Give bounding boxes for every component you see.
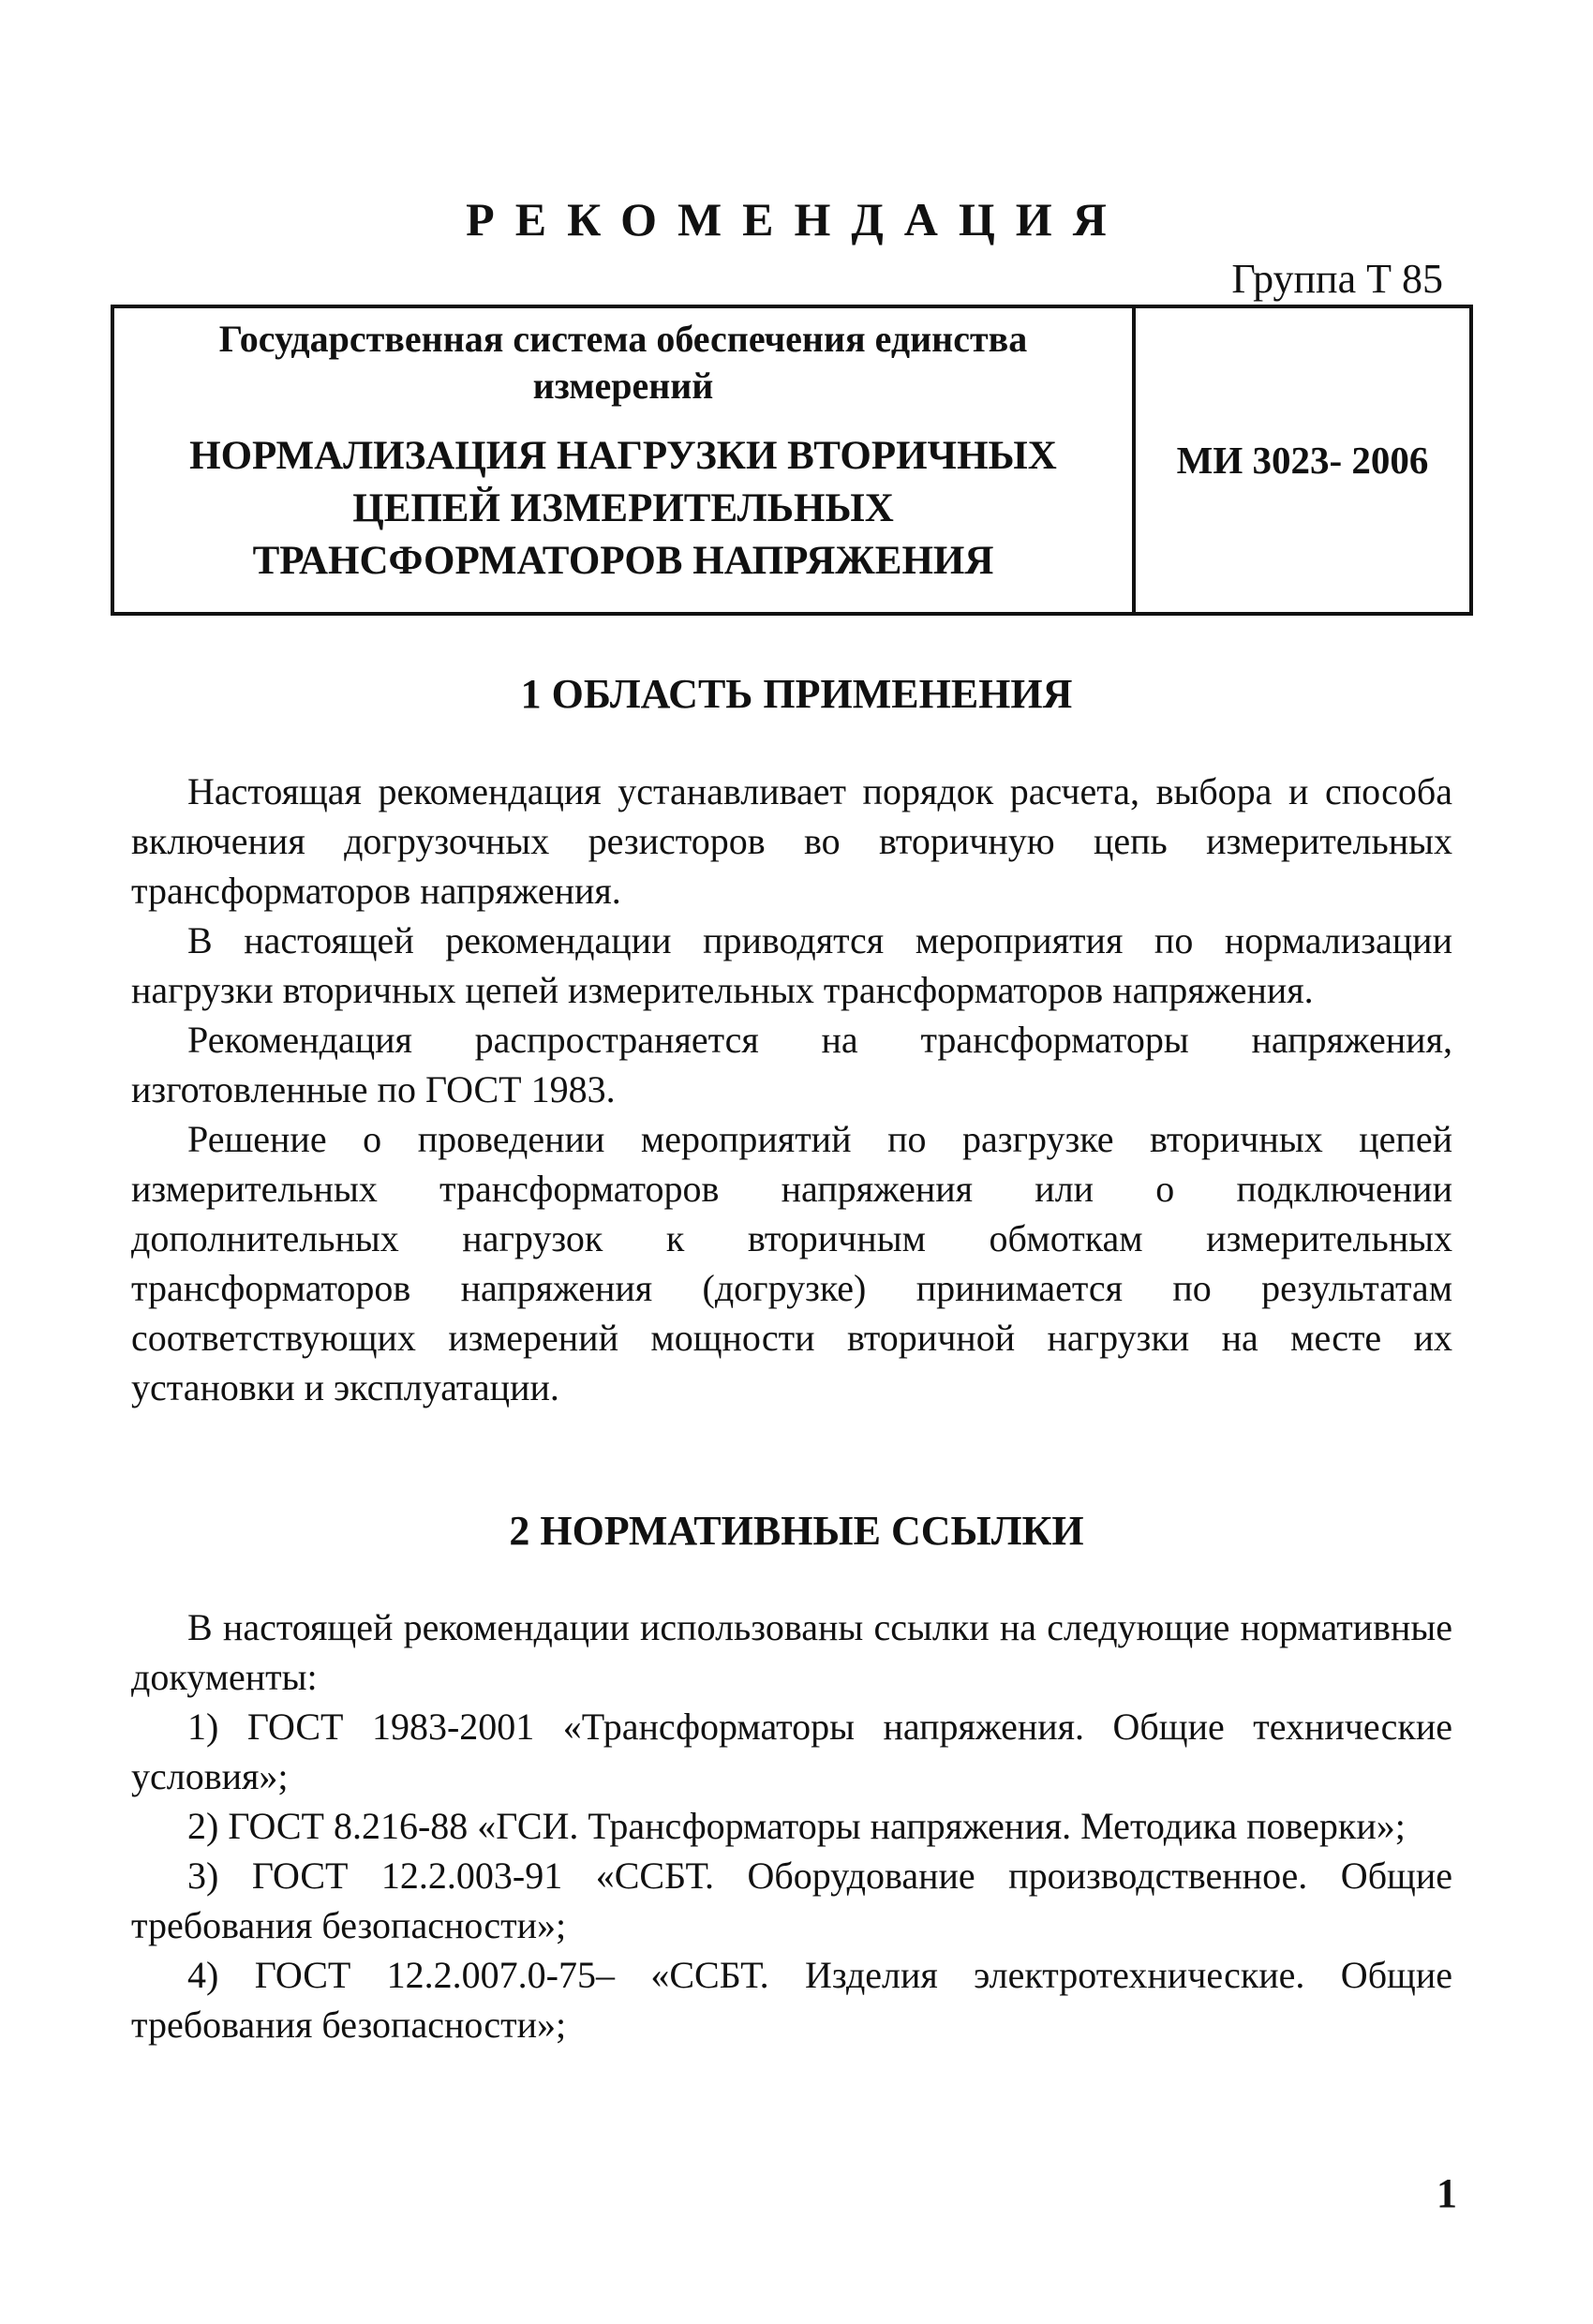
reference-item: 4) ГОСТ 12.2.007.0-75– «ССБТ. Изделия электротехнические. Общие требования безопасности»; [131,1954,1452,2046]
title-table [111,305,1473,616]
system-title: Государственная система обеспечения единства измерений [218,318,1028,407]
document-code-cell [1136,308,1469,612]
paragraph: Рекомендация распространяется на трансформаторы напряжения, изготовленные по ГОСТ 1983. [131,1019,1452,1110]
reference-item: 1) ГОСТ 1983-2001 «Трансформаторы напряжения. Общие технические условия»; [131,1706,1452,1797]
paragraph: В настоящей рекомендации использованы ссылки на следующие нормативные документы: [131,1606,1452,1698]
paragraph: В настоящей рекомендации приводятся мероприятия по нормализации нагрузки вторичных цепей измерительных трансформаторов напряжения. [131,919,1452,1011]
group-label: Группа Т 85 [1231,256,1443,302]
paragraph: Решение о проведении мероприятий по разгрузке вторичных цепей измерительных трансформаторов напряжения или о подключении дополнительных нагрузок к вторичным обмоткам измерительных трансформаторов напряжения (догрузке) принимается по результатам соответствующих измерений мощности вторичной нагрузки на месте их установки и эксплуатации. [131,1118,1452,1408]
document-code: МИ 3023- 2006 [1176,439,1429,482]
document-type: РЕКОМЕНДАЦИЯ [466,193,1127,246]
reference-item: 3) ГОСТ 12.2.003-91 «ССБТ. Оборудование производственное. Общие требования безопасности»; [131,1855,1452,1946]
paragraph: Настоящая рекомендация устанавливает порядок расчета, выбора и способа включения догрузочных резисторов во вторичную цепь измерительных трансформаторов напряжения. [131,770,1452,912]
document-title: НОРМАЛИЗАЦИЯ НАГРУЗКИ ВТОРИЧНЫХ ЦЕПЕЙ ИЗМЕРИТЕЛЬНЫХ ТРАНСФОРМАТОРОВ НАПРЯЖЕНИЯ [189,434,1057,583]
page-number: 1 [1437,2170,1457,2216]
section-2-body [131,1602,1452,2049]
section-1-body [131,767,1452,1412]
title-cell [114,308,1136,612]
section-1-heading: 1 ОБЛАСТЬ ПРИМЕНЕНИЯ [520,671,1073,717]
reference-item: 2) ГОСТ 8.216-88 «ГСИ. Трансформаторы напряжения. Методика поверки»; [187,1805,1406,1847]
section-2-heading: 2 НОРМАТИВНЫЕ ССЫЛКИ [509,1508,1084,1554]
